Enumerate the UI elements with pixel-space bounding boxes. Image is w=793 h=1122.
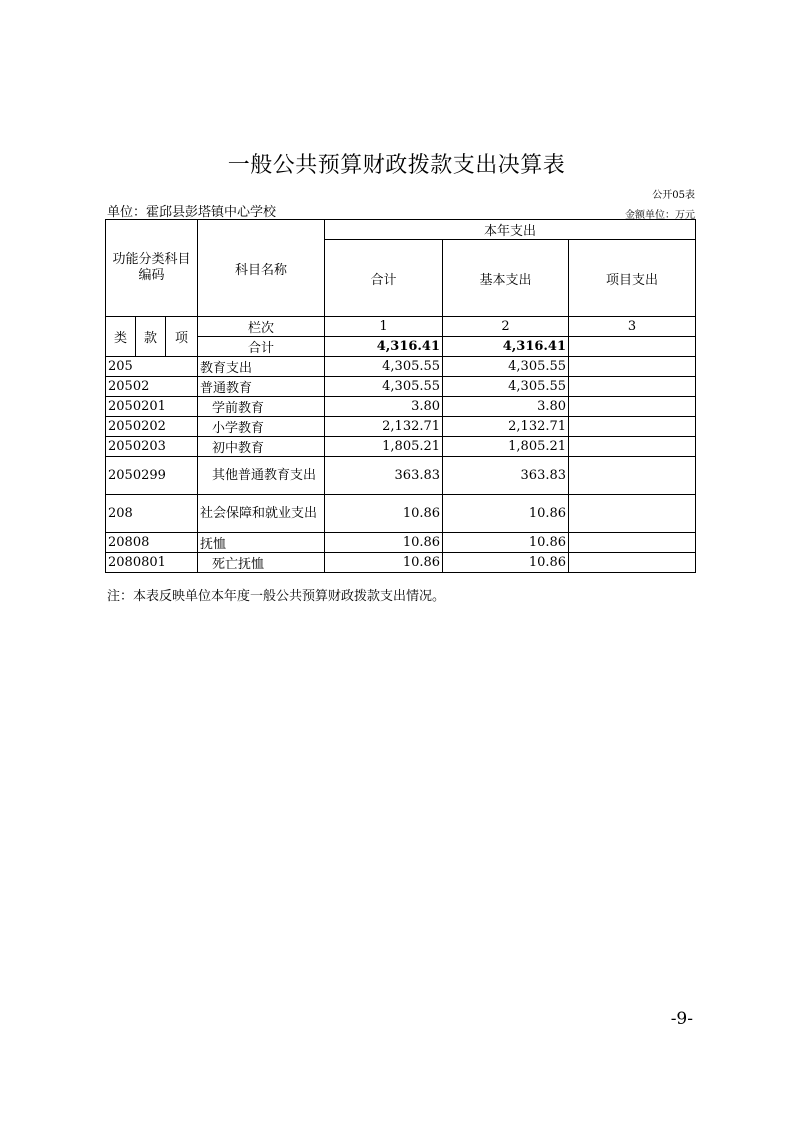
row-project (569, 417, 696, 437)
row-total: 4,305.55 (325, 357, 443, 377)
table-row (106, 417, 696, 437)
row-name: 小学教育 (198, 417, 325, 437)
row-total: 10.86 (325, 533, 443, 553)
header-subject-name: 科目名称 (198, 220, 325, 317)
row-code: 2050201 (106, 397, 198, 417)
row-name: 学前教育 (198, 397, 325, 417)
unit-label: 单位：霍邱县彭塔镇中心学校 (107, 205, 277, 220)
row-basic: 10.86 (443, 495, 569, 533)
header-kuan: 款 (136, 317, 166, 357)
row-code: 205 (106, 357, 198, 377)
row-project (569, 357, 696, 377)
row-name: 死亡抚恤 (198, 553, 325, 573)
row-project (569, 495, 696, 533)
header-func-code: 功能分类科目编码 (106, 220, 198, 317)
row-total: 10.86 (325, 495, 443, 533)
row-basic: 4,305.55 (443, 377, 569, 397)
table-row (106, 377, 696, 397)
row-basic: 363.83 (443, 457, 569, 495)
row-project (569, 377, 696, 397)
header-xiang: 项 (166, 317, 198, 357)
total-row-total: 4,316.41 (325, 337, 443, 357)
row-project (569, 533, 696, 553)
table-row (106, 397, 696, 417)
header-lei: 类 (106, 317, 136, 357)
header-basic: 基本支出 (443, 240, 569, 317)
row-name: 其他普通教育支出 (198, 457, 325, 495)
row-basic: 10.86 (443, 553, 569, 573)
row-project (569, 457, 696, 495)
table-row (106, 533, 696, 553)
row-basic: 10.86 (443, 533, 569, 553)
table-row (106, 357, 696, 377)
row-code: 2050202 (106, 417, 198, 437)
amount-unit-label: 金额单位：万元 (625, 210, 695, 221)
header-total: 合计 (325, 240, 443, 317)
row-code: 2050299 (106, 457, 198, 495)
row-total: 3.80 (325, 397, 443, 417)
total-row-project (569, 337, 696, 357)
header-current-year: 本年支出 (325, 220, 696, 240)
table-row (106, 553, 696, 573)
table-row (106, 495, 696, 533)
row-total: 1,805.21 (325, 437, 443, 457)
row-code: 20808 (106, 533, 198, 553)
row-code: 2050203 (106, 437, 198, 457)
header-lanci: 栏次 (198, 317, 325, 337)
form-code: 公开05表 (652, 190, 695, 201)
header-col3: 3 (569, 317, 696, 337)
row-name: 初中教育 (198, 437, 325, 457)
row-total: 4,305.55 (325, 377, 443, 397)
row-code: 20502 (106, 377, 198, 397)
footnote: 注：本表反映单位本年度一般公共预算财政拨款支出情况。 (107, 589, 446, 604)
table-row (106, 457, 696, 495)
row-name: 普通教育 (198, 377, 325, 397)
total-row-basic: 4,316.41 (443, 337, 569, 357)
row-name: 社会保障和就业支出 (198, 495, 325, 533)
row-project (569, 397, 696, 417)
expenditure-table (105, 219, 696, 573)
page-title: 一般公共预算财政拨款支出决算表 (227, 153, 566, 178)
row-basic: 3.80 (443, 397, 569, 417)
page-number: -9- (670, 1009, 693, 1029)
row-name: 抚恤 (198, 533, 325, 553)
header-col2: 2 (443, 317, 569, 337)
row-project (569, 437, 696, 457)
row-name: 教育支出 (198, 357, 325, 377)
row-basic: 2,132.71 (443, 417, 569, 437)
row-code: 2080801 (106, 553, 198, 573)
row-basic: 1,805.21 (443, 437, 569, 457)
row-total: 363.83 (325, 457, 443, 495)
row-project (569, 553, 696, 573)
header-col1: 1 (325, 317, 443, 337)
row-code: 208 (106, 495, 198, 533)
total-row-name: 合计 (198, 337, 325, 357)
header-project: 项目支出 (569, 240, 696, 317)
table-row (106, 437, 696, 457)
row-basic: 4,305.55 (443, 357, 569, 377)
row-total: 10.86 (325, 553, 443, 573)
row-total: 2,132.71 (325, 417, 443, 437)
